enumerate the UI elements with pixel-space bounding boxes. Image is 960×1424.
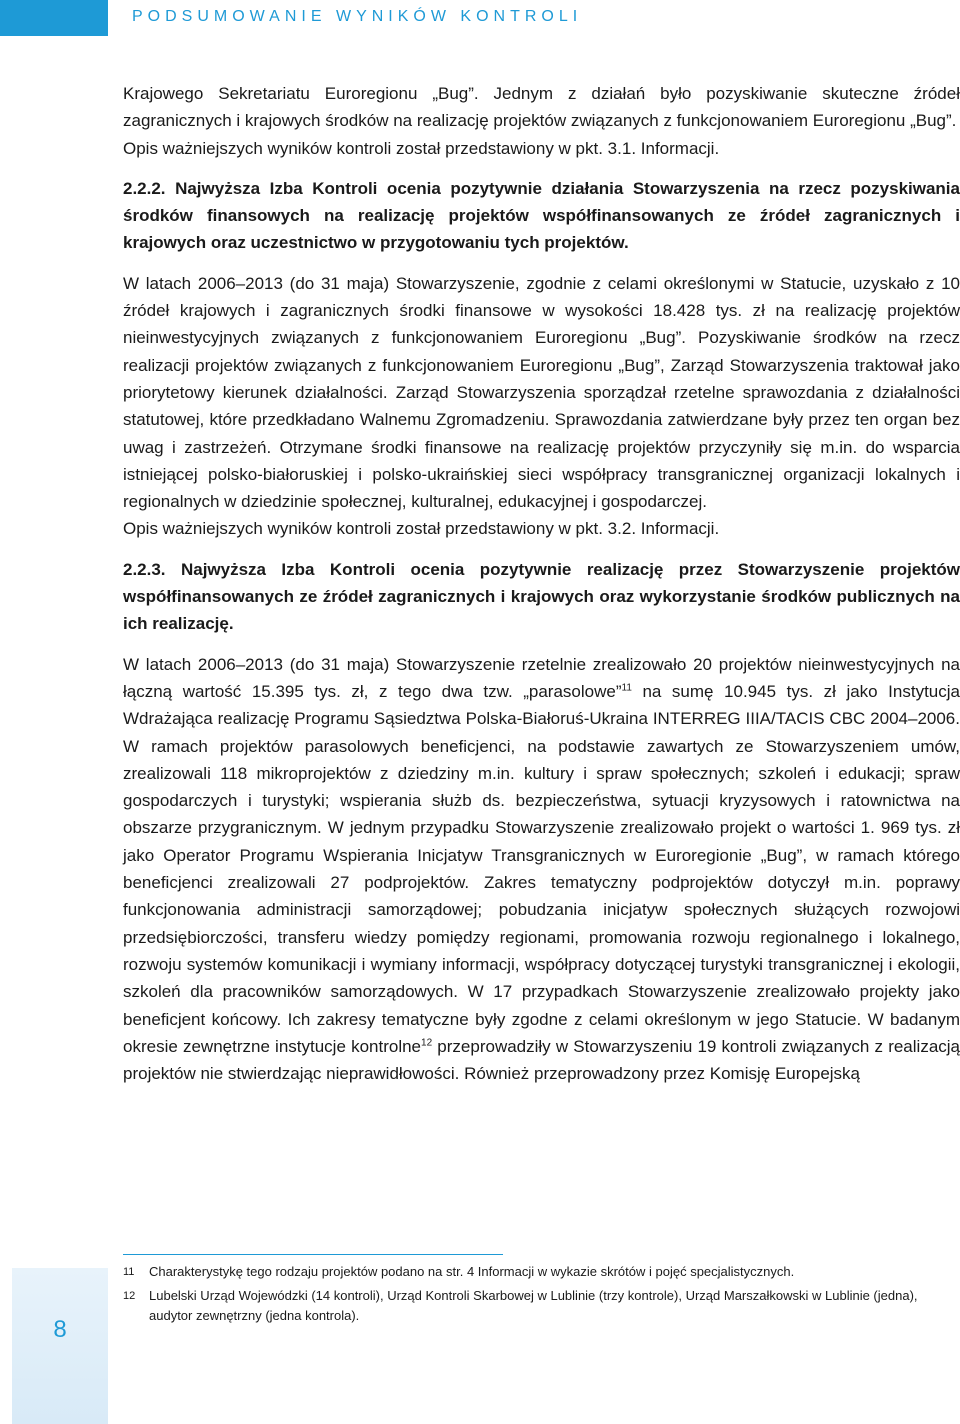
section-heading: 2.2.2. Najwyższa Izba Kontroli ocenia pozytywnie działania Stowarzyszenia na rzecz pozyskiwania środków finansowych na realizację projektów współfinansowanych ze źródeł zagranicznych i krajowych oraz uczestnictwo w przygotowaniu tych projektów. (123, 178, 960, 253)
main-text (123, 80, 960, 1087)
page-number-box (12, 1268, 108, 1424)
paragraph-text: na sumę 10.945 tys. zł jako Instytucja Wdrażająca realizację Programu Sąsiedztwa Polska-Białoruś-Ukraina INTERREG IIIA/TACIS CBC 2004–2006. W ramach projektów parasolowych beneficjenci, na podstawie zawartych ze Stowarzyszeniem umów, zrealizowali 118 mikroprojektów z dziedziny m.in. kultury i spraw społecznych; szkoleń i edukacji; spraw gospodarczych i turystyki; wspierania służb ds. bezpieczeństwa, sytuacji kryzysowych i ratownictwa na obszarze przygranicznym. W jednym przypadku Stowarzyszenie zrealizowało projekt o wartości 1. 969 tys. zł jako Operator Programu Wspierania Inicjatyw Transgranicznych w Euroregionie „Bug”, w ramach którego beneficjenci zrealizowali 27 podprojektów. Zakres tematyczny podprojektów dotyczył m.in. poprawy funkcjonowania administracji samorządowej; pobudzania inicjatyw społecznych służących rozwojowi przedsiębiorczości, transferu wiedzy pomiędzy regionami, promowania rozwoju regionalnego i lokalnego, rozwoju systemów komunikacji i wymiany informacji, współpracy dotyczącej turystyki transgranicznej i ekologii, szkoleń dla pracowników samorządowych. W 17 przypadkach Stowarzyszenie zrealizowało projekty jako beneficjent końcowy. Ich zakresy tematyczne były zgodne z celami określonym w jego Statucie. W badanym okresie zewnętrzne instytucje kontrolne (123, 681, 960, 1056)
footnote (123, 1262, 960, 1282)
footnote-text: Charakterystykę tego rodzaju projektów podano na str. 4 Informacji w wykazie skrótów i pojęć specjalistycznych. (149, 1264, 795, 1279)
paragraph-text: przeprowadziły w Stowarzyszeniu 19 kontroli związanych z realizacją projektów nie stwierdzając nieprawidłowości. Również przeprowadzony przez Komisję Europejską (123, 1036, 960, 1084)
paragraph: Krajowego Sekretariatu Euroregionu „Bug”. Jednym z działań było pozyskiwanie skuteczne źródeł zagranicznych i krajowych środków na realizację projektów związanych z funkcjonowaniem Euroregionu „Bug”. (123, 84, 960, 131)
header-accent-block (0, 0, 108, 36)
header-title: PODSUMOWANIE WYNIKÓW KONTROLI (132, 8, 583, 25)
paragraph: Opis ważniejszych wyników kontroli został przedstawiony w pkt. 3.1. Informacji. (123, 138, 720, 158)
page-number: 8 (53, 1316, 67, 1343)
paragraph-text: W latach 2006–2013 (do 31 maja) Stowarzyszenie rzetelnie zrealizowało 20 projektów nieinwestycyjnych na łączną wartość 15.395 tys. zł, z tego dwa tzw. „parasolowe” (123, 654, 960, 701)
footnote-ref[interactable]: 12 (421, 1037, 433, 1049)
footnote-number: 11 (123, 1266, 135, 1278)
footnote-number: 12 (123, 1290, 136, 1302)
footnotes (123, 1262, 960, 1330)
page-header (0, 0, 960, 36)
section-heading: 2.2.3. Najwyższa Izba Kontroli ocenia pozytywnie realizację przez Stowarzyszenie projektów współfinansowanych ze źródeł zagranicznych i krajowych oraz wykorzystanie środków publicznych na ich realizację. (123, 559, 960, 634)
paragraph: W latach 2006–2013 (do 31 maja) Stowarzyszenie, zgodnie z celami określonymi w Statucie, uzyskało z 10 źródeł krajowych i zagranicznych środki finansowe w wysokości 18.428 tys. zł na realizację projektów nieinwestycyjnych związanych z funkcjonowaniem Euroregionu „Bug”. Pozyskiwanie środków na rzecz realizacji projektów związanych z funkcjonowaniem Euroregionu „Bug”, Zarząd Stowarzyszenia traktował jako priorytetowy kierunek działalności. Zarząd Stowarzyszenia sporządzał rzetelne sprawozdania z działalności statutowej, które przedkładano Walnemu Zgromadzeniu. Sprawozdania zatwierdzane były przez ten organ bez uwag i zastrzeżeń. Otrzymane środki finansowe na realizację projektów przyczyniły się m.in. do wsparcia istniejącej polsko-białoruskiej i polsko-ukraińskiej sieci współpracy transgranicznej organizacji lokalnych i regionalnych w dziedzinie społecznej, kulturalnej, edukacyjnej i gospodarczej. (123, 273, 960, 512)
footnote-text: Lubelski Urząd Wojewódzki (14 kontroli), Urząd Kontroli Skarbowej w Lublinie (trzy kontrole), Urząd Marszałkowski w Lublinie (jedna), audytor zewnętrzny (jedna kontrola). (149, 1288, 918, 1323)
footnote-ref[interactable]: 11 (621, 682, 632, 694)
paragraph (123, 651, 960, 1088)
paragraph: Opis ważniejszych wyników kontroli został przedstawiony w pkt. 3.2. Informacji. (123, 519, 720, 539)
footnote-divider (123, 1254, 503, 1255)
footnote (123, 1286, 960, 1326)
